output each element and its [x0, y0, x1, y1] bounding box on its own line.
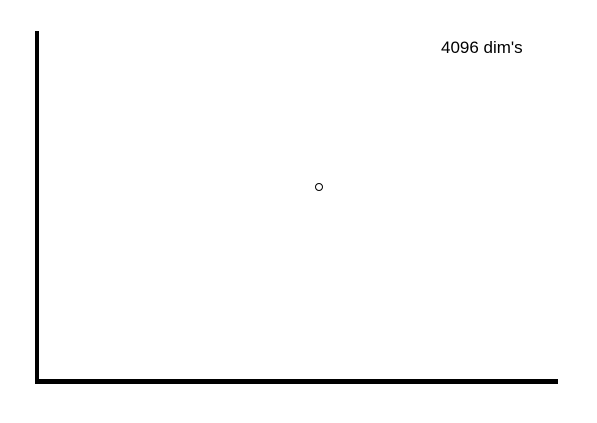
data-point: [315, 183, 323, 191]
dimension-label: 4096 dim's: [441, 38, 523, 57]
x-axis-line: [35, 379, 558, 384]
y-axis-line: [35, 31, 39, 384]
